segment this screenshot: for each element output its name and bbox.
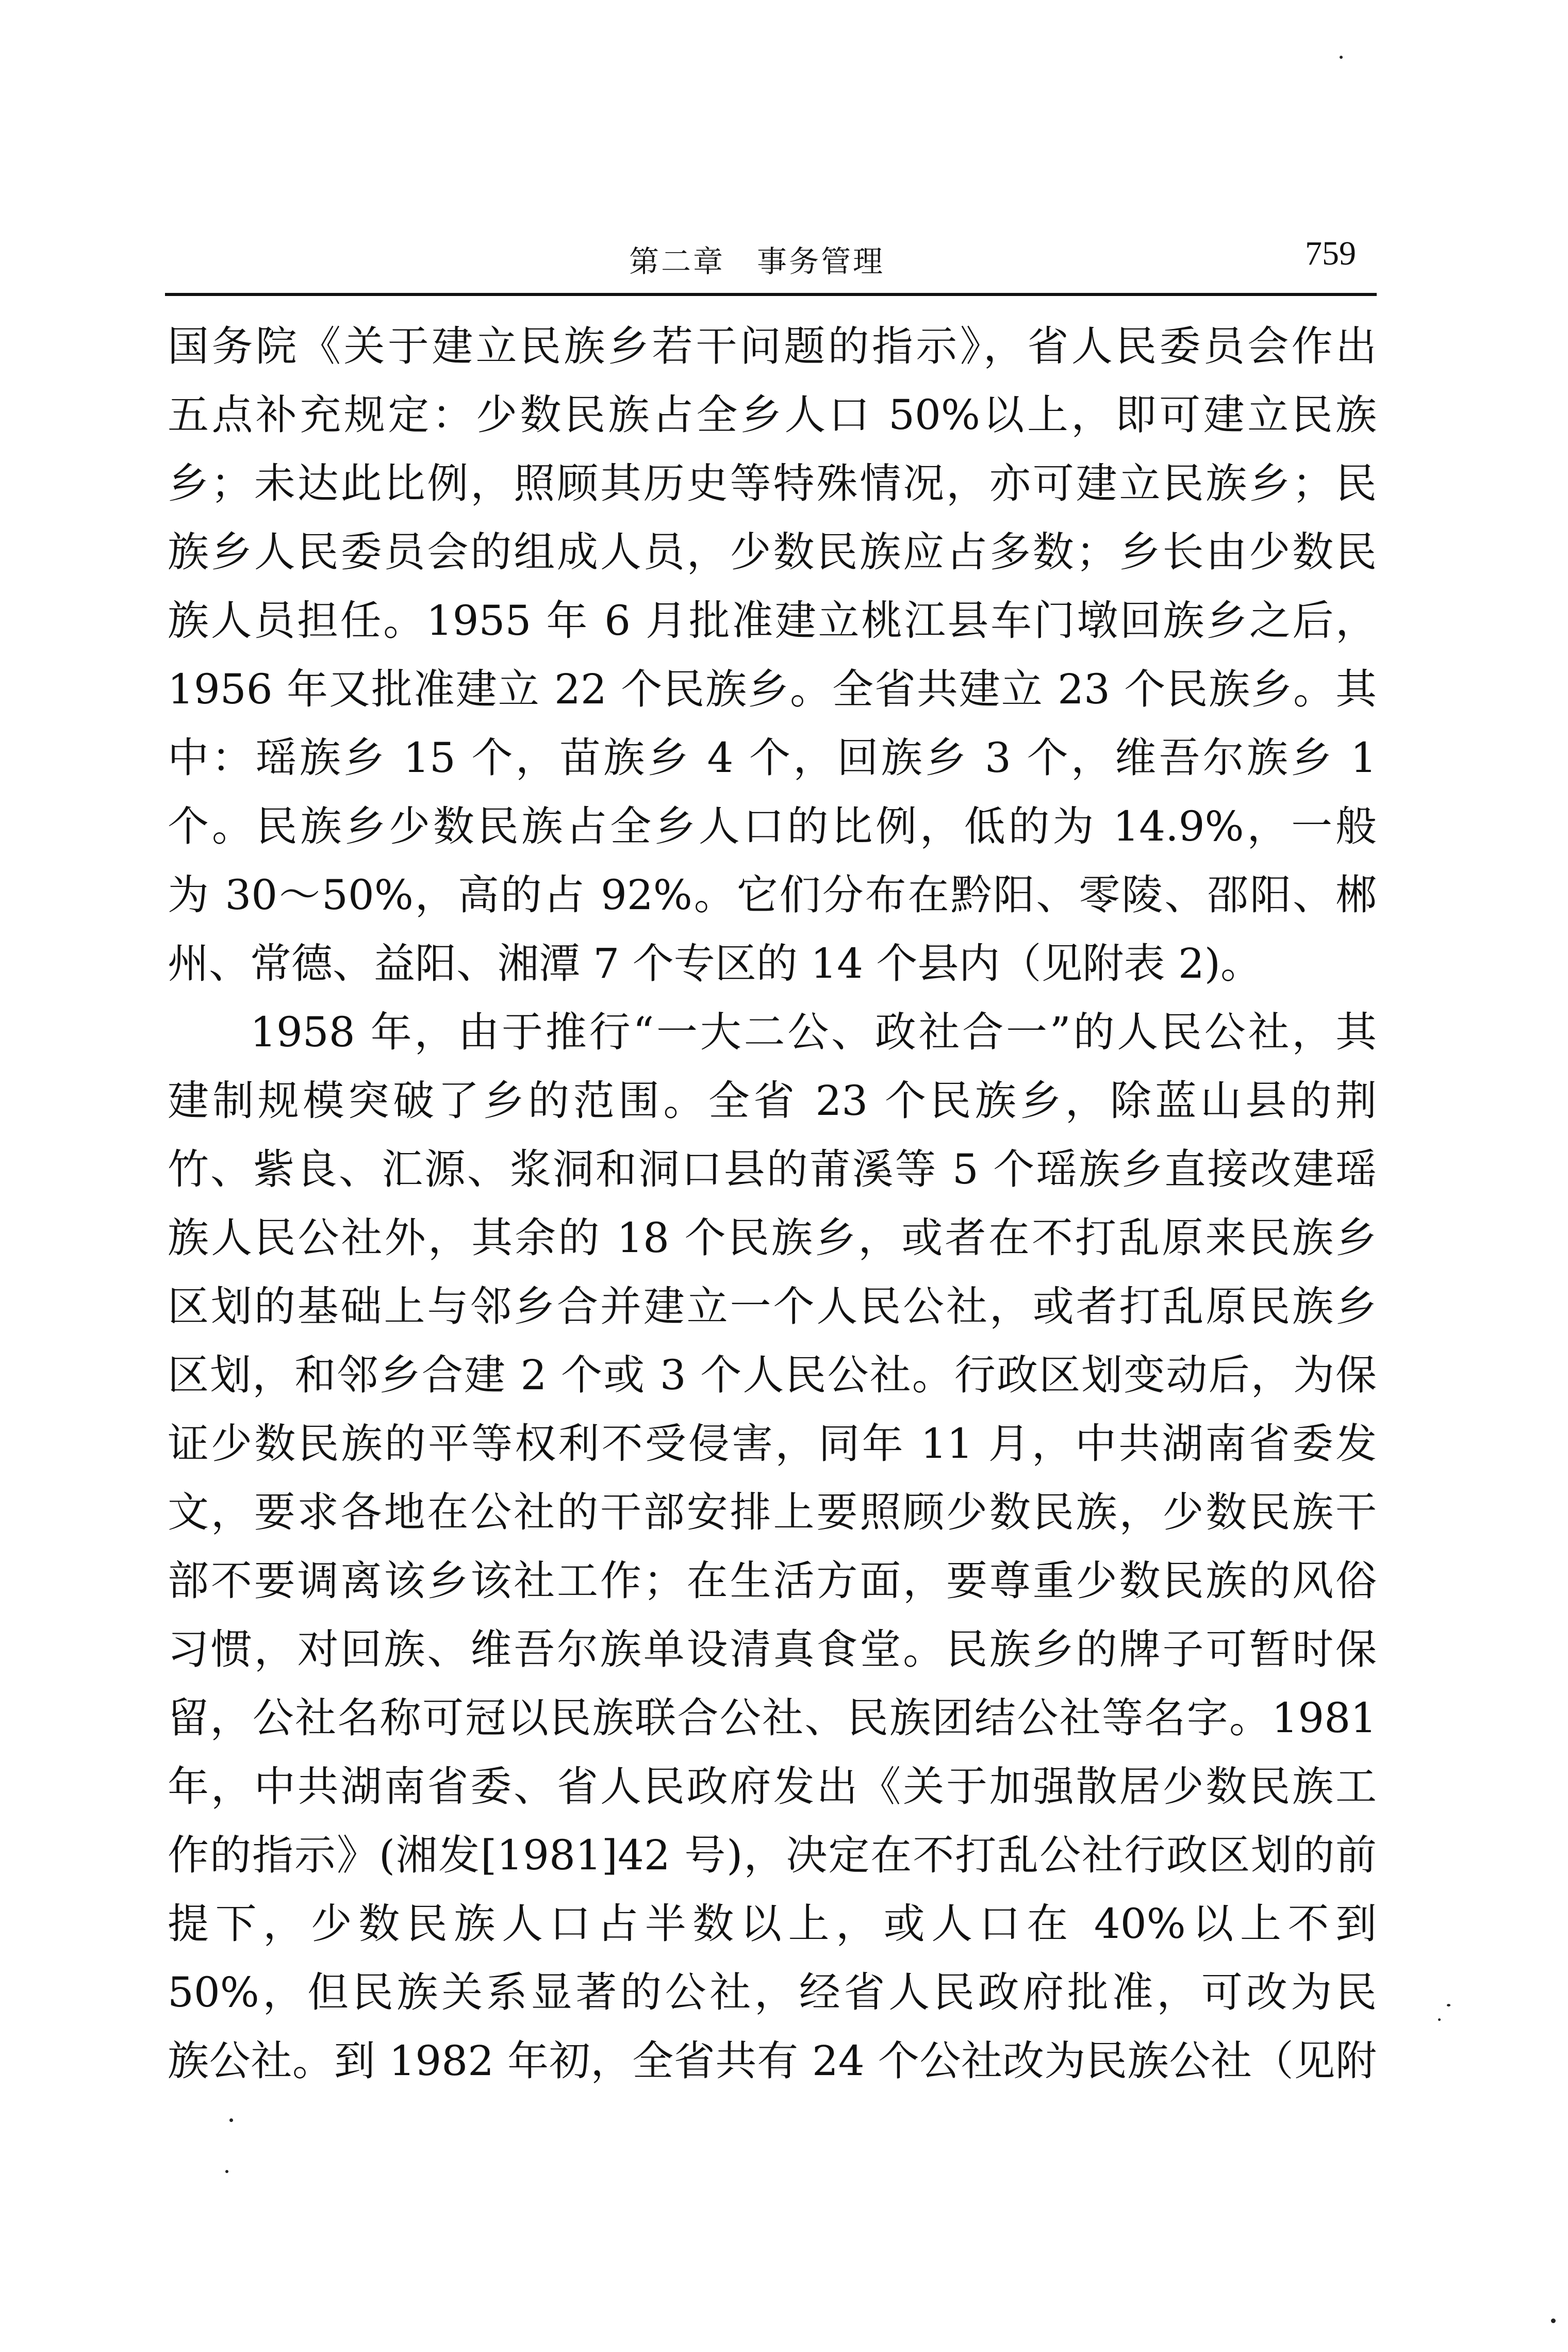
text-line: 区划的基础上与邻乡合并建立一个人民公社，或者打乱原民族乡 (168, 1282, 1377, 1330)
scan-speck (225, 2170, 228, 2173)
text-line: 中：瑶族乡 15 个，苗族乡 4 个，回族乡 3 个，维吾尔族乡 1 (168, 734, 1377, 782)
text-line: 乡；未达此比例，照顾其历史等特殊情况，亦可建立民族乡；民 (168, 459, 1377, 507)
text-line: 族人员担任。1955 年 6 月批准建立桃江县车门墩回族乡之后， (168, 597, 1377, 645)
scan-speck (1447, 2004, 1450, 2006)
text-line: 50%，但民族关系显著的公社，经省人民政府批准，可改为民 (168, 1968, 1377, 2016)
text-line: 为 30～50%，高的占 92%。它们分布在黔阳、零陵、邵阳、郴 (168, 871, 1377, 919)
scan-speck (1340, 56, 1343, 59)
text-line: 族公社。到 1982 年初，全省共有 24 个公社改为民族公社（见附 (168, 2037, 1377, 2085)
page-number: 759 (1305, 235, 1356, 272)
text-line: 建制规模突破了乡的范围。全省 23 个民族乡，除蓝山县的荆 (168, 1077, 1377, 1125)
text-line: 族人民公社外，其余的 18 个民族乡，或者在不打乱原来民族乡 (168, 1214, 1377, 1262)
text-line: 年，中共湖南省委、省人民政府发出《关于加强散居少数民族工 (168, 1763, 1377, 1811)
scan-speck (1438, 2018, 1441, 2021)
scan-speck (1551, 2318, 1556, 2323)
text-line: 个。民族乡少数民族占全乡人口的比例，低的为 14.9%，一般 (168, 802, 1377, 850)
chapter-title: 第二章 事务管理 (629, 244, 885, 279)
text-line: 部不要调离该乡该社工作；在生活方面，要尊重少数民族的风俗 (168, 1557, 1377, 1605)
scan-speck (229, 2118, 233, 2122)
text-line: 区划，和邻乡合建 2 个或 3 个人民公社。行政区划变动后，为保 (168, 1351, 1377, 1399)
text-line: 作的指示》(湘发[1981]42 号)，决定在不打乱公社行政区划的前 (168, 1831, 1377, 1879)
text-line: 1956 年又批准建立 22 个民族乡。全省共建立 23 个民族乡。其 (168, 665, 1377, 713)
text-line: 提下，少数民族人口占半数以上，或人口在 40%以上不到 (168, 1900, 1377, 1948)
running-header (165, 227, 1377, 284)
text-line: 文，要求各地在公社的干部安排上要照顾少数民族，少数民族干 (168, 1488, 1377, 1536)
body-text (168, 312, 1377, 2095)
paragraph-first-line: 1958 年，由于推行“一大二公、政社合一”的人民公社，其 (250, 1008, 1377, 1056)
text-line: 证少数民族的平等权利不受侵害，同年 11 月，中共湖南省委发 (168, 1420, 1377, 1468)
text-line: 竹、紫良、汇源、浆洞和洞口县的莆溪等 5 个瑶族乡直接改建瑶 (168, 1145, 1377, 1193)
text-line: 习惯，对回族、维吾尔族单设清真食堂。民族乡的牌子可暂时保 (168, 1625, 1377, 1673)
text-line: 国务院《关于建立民族乡若干问题的指示》，省人民委员会作出 (168, 322, 1377, 370)
text-line: 五点补充规定：少数民族占全乡人口 50%以上，即可建立民族 (168, 391, 1377, 439)
text-line: 族乡人民委员会的组成人员，少数民族应占多数；乡长由少数民 (168, 528, 1377, 576)
text-line: 州、常德、益阳、湘潭 7 个专区的 14 个县内（见附表 2)。 (168, 940, 1262, 988)
header-rule (165, 293, 1377, 296)
text-line: 留，公社名称可冠以民族联合公社、民族团结公社等名字。1981 (168, 1694, 1377, 1742)
